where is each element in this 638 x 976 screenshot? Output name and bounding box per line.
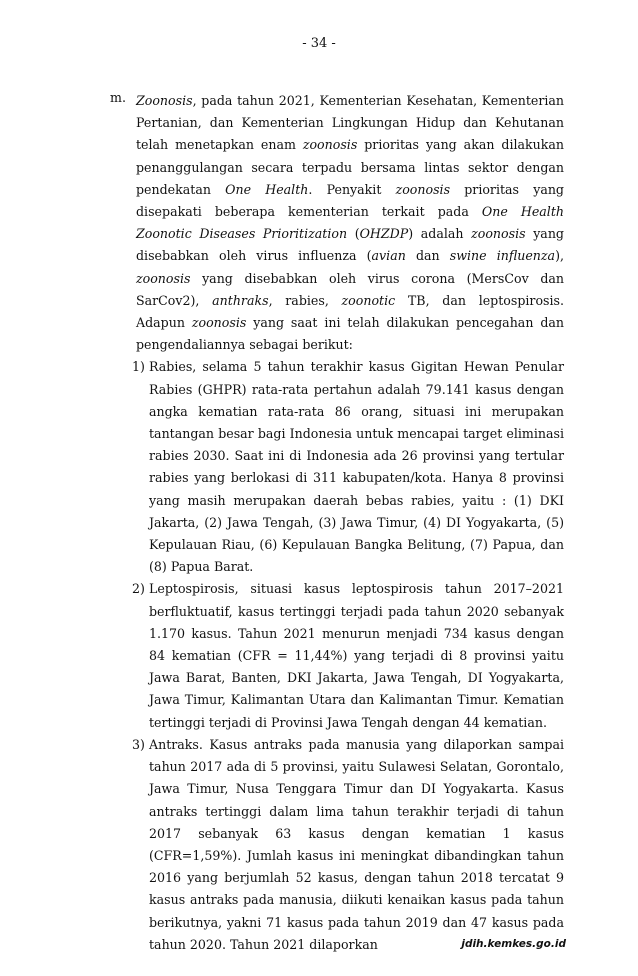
text-run: yang disebabkan oleh virus influenza ( bbox=[136, 226, 564, 264]
text-run: , pada tahun 2021, Kementerian Kesehatan, Kementerian Pertanian, dan Kementerian Lingkungan Hidup dan Kehutanan telah menetapkan enam bbox=[136, 93, 564, 153]
italic-term: One Health bbox=[225, 181, 309, 197]
intro-paragraph bbox=[136, 90, 564, 356]
item-body bbox=[132, 90, 565, 956]
footer-url: jdih.kemkes.go.id bbox=[461, 938, 566, 950]
italic-term: OHZDP bbox=[359, 226, 409, 242]
italic-term: zoonosis bbox=[302, 137, 358, 153]
italic-term: Zoonosis bbox=[136, 93, 193, 108]
subitem-number: 3) bbox=[132, 736, 145, 752]
subitem-leptospirosis bbox=[132, 578, 564, 733]
text-run: yang disebabkan oleh virus corona (MersCov dan SarCov2), bbox=[136, 270, 564, 308]
text-run: dan bbox=[405, 248, 450, 264]
subitem-number: 2) bbox=[132, 581, 145, 597]
italic-term: zoonosis bbox=[471, 226, 526, 242]
subitem-rabies bbox=[132, 356, 564, 578]
subitem-antraks bbox=[132, 734, 564, 956]
text-run: ( bbox=[347, 226, 360, 242]
text-run: prioritas yang disepakati beberapa kementerian terkait pada bbox=[136, 181, 564, 220]
text-run: prioritas yang akan dilakukan penanggulangan secara terpadu bersama lintas sektor dengan pendekatan bbox=[136, 137, 564, 197]
item-letter: m. bbox=[110, 90, 126, 105]
italic-term: One Health Zoonotic Diseases Prioritization bbox=[136, 204, 564, 242]
italic-term: zoonosis bbox=[191, 315, 247, 331]
italic-term: zoonosis bbox=[136, 270, 191, 286]
italic-term: swine influenza bbox=[449, 248, 556, 264]
subitem-text: Leptospirosis, situasi kasus leptospirosis tahun 2017–2021 berfluktuatif, kasus tertinggi terjadi pada tahun 2020 sebanyak 1.170 kasus. Tahun 2021 menurun menjadi 734 kasus dengan 84 kematian (CFR = 11,44%) yang terjadi di 8 provinsi yaitu Jawa Barat, Banten, DKI Jakarta, Jawa Tengah, DI Yogyakarta, Jawa Timur, Kalimantan Utara dan Kalimantan Timur. Kematian tertinggi terjadi di Provinsi Jawa Tengah dengan 44 kematian. bbox=[149, 581, 564, 730]
text-run: , rabies, bbox=[268, 292, 342, 308]
text-run: ) adalah bbox=[408, 226, 472, 242]
text-run: yang saat ini telah dilakukan pencegahan dan pengendaliannya sebagai berikut: bbox=[136, 315, 565, 353]
subitem-number: 1) bbox=[132, 359, 145, 375]
italic-term: zoonotic bbox=[341, 292, 396, 308]
subitem-list bbox=[132, 356, 564, 955]
italic-term: zoonosis bbox=[395, 181, 451, 197]
italic-term: anthraks bbox=[212, 292, 269, 308]
subitem-text: Rabies, selama 5 tahun terakhir kasus Gigitan Hewan Penular Rabies (GHPR) rata-rata pertahun adalah 79.141 kasus dengan angka kematian rata-rata 86 orang, situasi ini merupakan tantangan besar bagi Indonesia untuk mencapai target eliminasi rabies 2030. Saat ini di Indonesia ada 26 provinsi yang tertular rabies yang berlokasi di 311 kabupaten/kota. Hanya 8 provinsi yang masih merupakan daerah bebas rabies, yaitu : (1) DKI Jakarta, (2) Jawa Tengah, (3) Jawa Timur, (4) DI Yogyakarta, (5) Kepulauan Riau, (6) Kepulauan Bangka Belitung, (7) Papua, dan (8) Papua Barat. bbox=[149, 359, 564, 575]
italic-term: avian bbox=[371, 248, 406, 264]
text-run: . Penyakit bbox=[308, 181, 396, 197]
text-run: TB, dan leptospirosis. Adapun bbox=[136, 292, 564, 331]
text-run: ), bbox=[555, 248, 564, 264]
page-number: - 34 - bbox=[302, 36, 336, 51]
subitem-text: Antraks. Kasus antraks pada manusia yang dilaporkan sampai tahun 2017 ada di 5 provinsi, yaitu Sulawesi Selatan, Gorontalo, Jawa Timur, Nusa Tenggara Timur dan DI Yogyakarta. Kasus antraks tertinggi dalam lima tahun terakhir terjadi di tahun 2017 sebanyak 63 kasus dengan kematian 1 kasus (CFR=1,59%). Jumlah kasus ini meningkat dibandingkan tahun 2016 yang berjumlah 52 kasus, dengan tahun 2018 tercatat 9 kasus antraks pada manusia, diikuti kenaikan kasus pada tahun berikutnya, yakni 71 kasus pada tahun 2019 dan 47 kasus pada tahun 2020. Tahun 2021 dilaporkan bbox=[149, 736, 564, 952]
